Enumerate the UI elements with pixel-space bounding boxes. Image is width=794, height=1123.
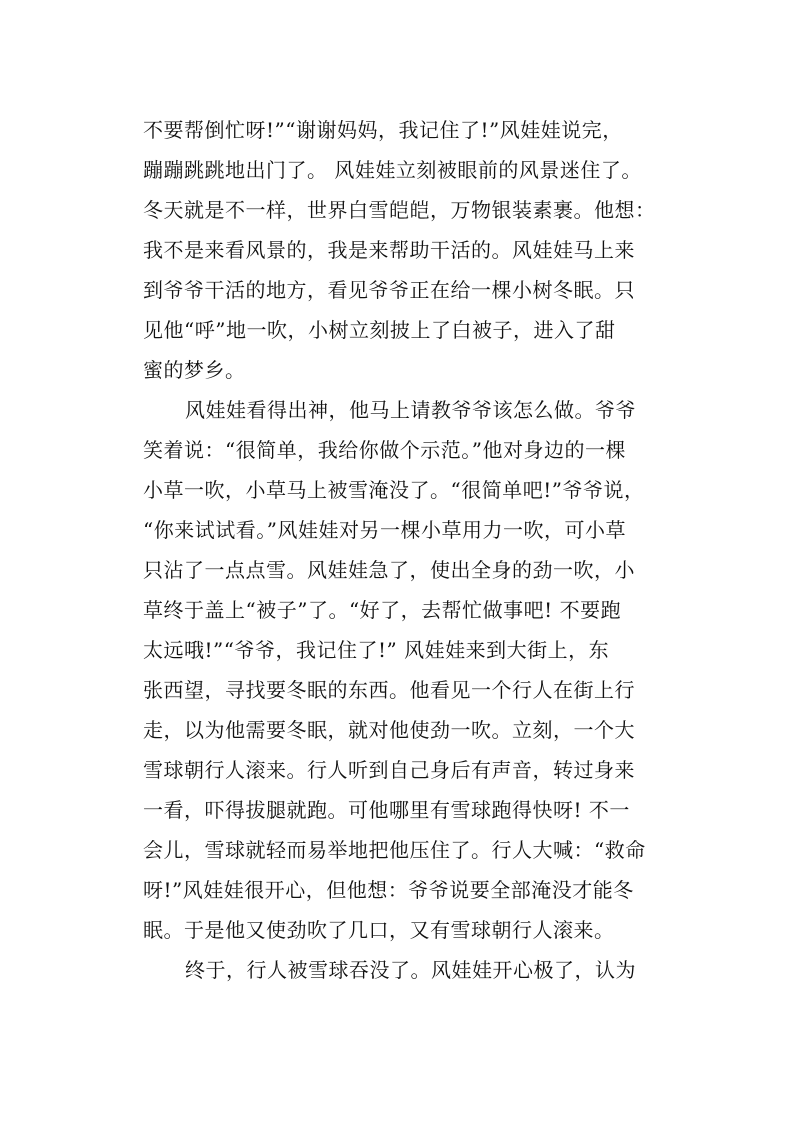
text-line: 眠。于是他又使劲吹了几口，又有雪球朝行人滚来。 bbox=[143, 918, 615, 942]
paragraph-start-line: 终于，行人被雪球吞没了。风娃娃开心极了，认为 bbox=[185, 958, 636, 982]
text-line: 到爷爷干活的地方，看见爷爷正在给一棵小树冬眠。只 bbox=[143, 278, 635, 302]
text-line: 会儿，雪球就轻而易举地把他压住了。行人大喊：“救命 bbox=[143, 838, 646, 862]
paragraph-start-line: 风娃娃看得出神，他马上请教爷爷该怎么做。爷爷 bbox=[185, 398, 636, 422]
text-line: 笑着说：“很简单，我给你做个示范。”他对身边的一棵 bbox=[143, 438, 626, 462]
text-line: 张西望，寻找要冬眠的东西。他看见一个行人在街上行 bbox=[143, 678, 635, 702]
text-line: 草终于盖上“被子”了。“好了，去帮忙做事吧! 不要跑 bbox=[143, 598, 622, 622]
text-line: 蜜的梦乡。 bbox=[143, 358, 246, 382]
text-line: 蹦蹦跳跳地出门了。 风娃娃立刻被眼前的风景迷住了。 bbox=[143, 158, 642, 182]
text-line: 小草一吹，小草马上被雪淹没了。“很简单吧!”爷爷说， bbox=[143, 478, 645, 502]
text-line: 不要帮倒忙呀!”“谢谢妈妈，我记住了!”风娃娃说完， bbox=[143, 118, 623, 142]
text-line: 呀!”风娃娃很开心，但他想：爷爷说要全部淹没才能冬 bbox=[143, 878, 634, 902]
text-line: 雪球朝行人滚来。行人听到自己身后有声音，转过身来 bbox=[143, 758, 635, 782]
text-line: 太远哦!”“爷爷，我记住了!” 风娃娃来到大街上，东 bbox=[143, 638, 610, 662]
story-text bbox=[143, 110, 683, 990]
text-line: “你来试试看。”风娃娃对另一棵小草用力一吹，可小草 bbox=[143, 518, 626, 542]
text-line: 只沾了一点点雪。风娃娃急了，使出全身的劲一吹，小 bbox=[143, 558, 635, 582]
text-line: 见他“呼”地一吹，小树立刻披上了白被子，进入了甜 bbox=[143, 318, 616, 342]
text-line: 我不是来看风景的，我是来帮助干活的。风娃娃马上来 bbox=[143, 238, 635, 262]
text-line: 走，以为他需要冬眠，就对他使劲一吹。立刻，一个大 bbox=[143, 718, 635, 742]
text-line: 冬天就是不一样，世界白雪皑皑，万物银装素裹。他想： bbox=[143, 198, 656, 222]
text-line: 一看，吓得拔腿就跑。可他哪里有雪球跑得快呀! 不一 bbox=[143, 798, 630, 822]
